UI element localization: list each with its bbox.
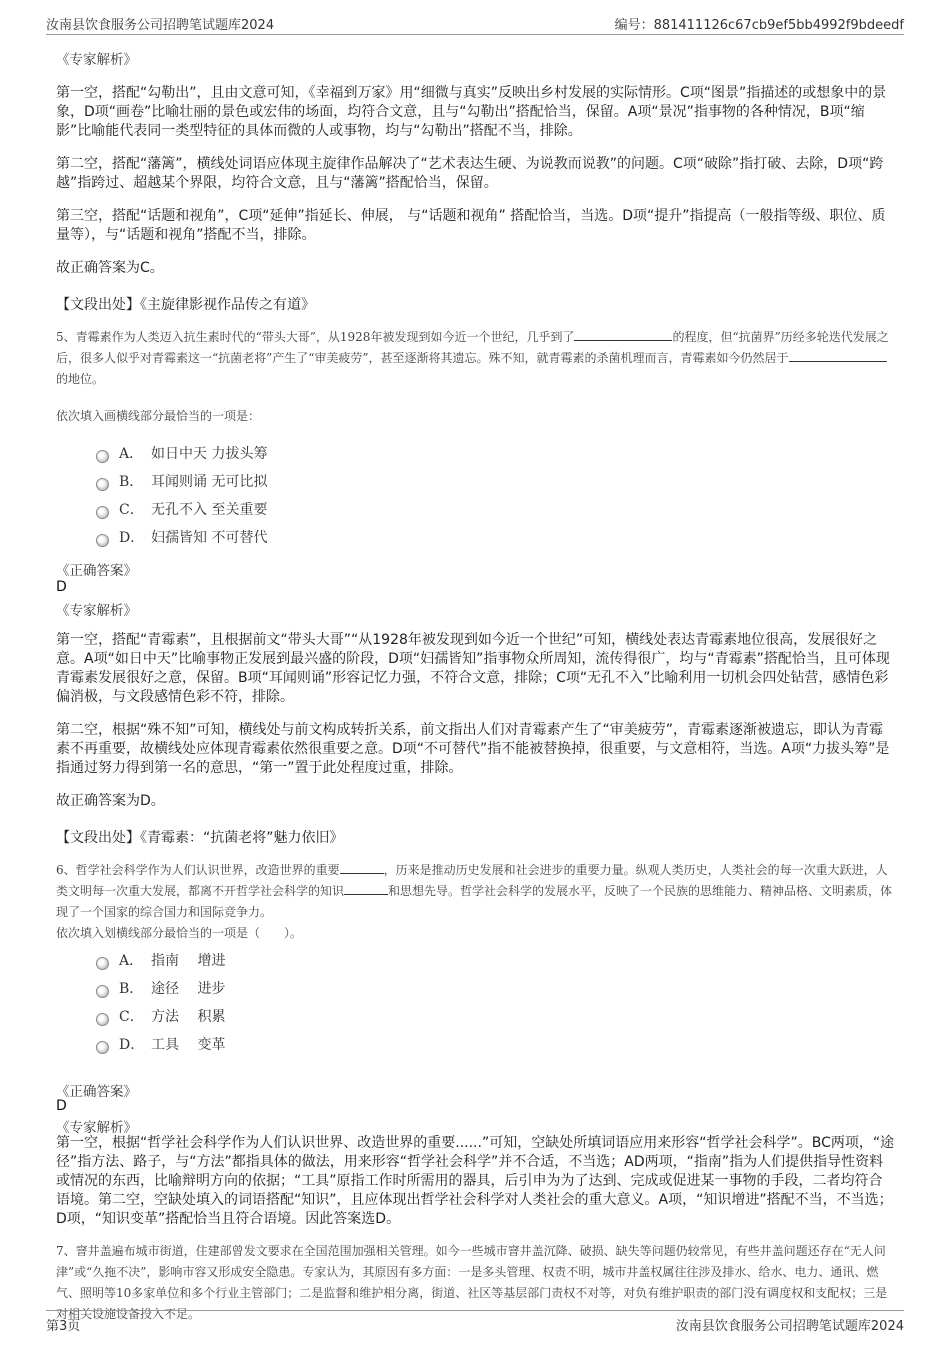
q5-option-b[interactable] — [96, 467, 896, 495]
q6-stem-b: ，历来是推动历史发展和社会进步的重要力量。纵观人类历史，人类社会的每一次重大跃进，人类文明每一次重大发展，都离不开哲学社会科学的知识 — [56, 863, 888, 898]
option-key: C． — [119, 1009, 144, 1025]
q5-analysis-p1: 第一空，搭配“青霉素”，且根据前文“带头大哥”“从1928年被发现到如今近一个世纪”可知，横线处表达青霉素地位很高，发展很好之意。A项“如日中天”比喻事物正发展到最兴盛的阶段，D项“妇孺皆知”指事物众所周知，流传得很广，均与“青霉素”搭配恰当，且可体现青霉素发展很好之意，保留。B项“耳闻则诵”形容记忆力强，不符合文意，排除；C项“无孔不入”比喻利用一切机会四处钻营，感情色彩偏消极，与文段感情色彩不符，排除。 — [56, 632, 890, 705]
q4-analysis-p3: 第三空，搭配“话题和视角”，C项“延伸”指延长、伸展， 与“话题和视角” 搭配恰当，当选。D项“提升”指提高（一般指等级、职位、质量等），与“话题和视角”搭配不当，排除。 — [56, 208, 886, 243]
q6-stem-c: 和思想先导。哲学社会科学的发展水平，反映了一个民族的思维能力、精神品格、文明素质，体现了一个国家的综合国力和国际竞争力。 — [56, 884, 893, 919]
radio-icon[interactable] — [96, 478, 109, 491]
option-key: D． — [119, 1037, 145, 1053]
radio-icon[interactable] — [96, 957, 109, 970]
option-text: 方法 积累 — [151, 1009, 226, 1025]
header-code-label: 编号： — [614, 18, 654, 33]
header-code-value: 881411126c67cb9ef5bb4992f9bdeedf — [653, 18, 904, 33]
q6-option-a[interactable] — [96, 946, 896, 974]
q6-options — [96, 946, 896, 1058]
q4-analysis-p2: 第二空，搭配“藩篱”，横线处词语应体现主旋律作品解决了“艺术表达生硬、为说教而说教”的问题。C项“破除”指打破、去除，D项“跨越”指跨过、超越某个界限，均符合文意，且与“藩篱”搭配恰当，保留。 — [56, 156, 884, 191]
option-text: 工具 变革 — [151, 1037, 226, 1053]
q6-prompt: 依次填入划横线部分最恰当的一项是（ ）。 — [56, 926, 303, 940]
q5-option-c[interactable] — [96, 495, 896, 523]
q6-option-c[interactable] — [96, 1002, 896, 1030]
radio-icon[interactable] — [96, 1041, 109, 1054]
q4-analysis-label: 《专家解析》 — [56, 52, 137, 68]
radio-icon[interactable] — [96, 1013, 109, 1026]
radio-icon[interactable] — [96, 534, 109, 547]
q6-analysis: 第一空，根据“哲学社会科学作为人们认识世界、改造世界的重要......”可知，空缺处所填词语应用来形容“哲学社会科学”。BC两项，“途径”指方法、路子，与“方法”都指具体的做法，用来形容“哲学社会科学”并不合适，不当选；AD两项，“指南”指为人们提供指导性资料或情况的东西，比喻辩明方向的依据；“工具”原指工作时所需用的器具，后引申为为了达到、完成或促进某一事物的手段，二者均符合语境。第二空，空缺处填入的词语搭配“知识”，且应体现出哲学社会科学对人类社会的重大意义。A项，“知识增进”搭配不当，不当选；D项，“知识变革”搭配恰当且符合语境。因此答案选D。 — [56, 1135, 895, 1227]
q5-answer-label: 《正确答案》 — [56, 563, 137, 579]
q5-option-a[interactable] — [96, 439, 896, 467]
option-text: 如日中天 力拔头筹 — [151, 446, 268, 462]
option-key: A． — [119, 446, 144, 462]
footer-page-number: 第3页 — [46, 1319, 81, 1334]
option-key: B． — [119, 981, 144, 997]
q5-option-d[interactable] — [96, 523, 896, 551]
q6-option-d[interactable] — [96, 1030, 896, 1058]
option-key: B． — [119, 474, 144, 490]
q5-conclusion: 故正确答案为D。 — [56, 793, 165, 809]
option-key: D． — [119, 530, 145, 546]
q5-analysis-label: 《专家解析》 — [56, 603, 137, 619]
option-text: 耳闻则诵 无可比拟 — [151, 474, 268, 490]
option-text: 无孔不入 至关重要 — [151, 502, 268, 518]
q5-stem-a: 5、青霉素作为人类迈入抗生素时代的“带头大哥”，从1928年被发现到如今近一个世纪，几乎到了 — [56, 330, 575, 344]
q4-analysis-p1: 第一空，搭配“勾勒出”，且由文意可知，《幸福到万家》用“细微与真实”反映出乡村发展的实际情形。C项“图景”指描述的或想象中的景象，D项“画卷”比喻壮丽的景色或宏伟的场面，均符合文意，且与“勾勒出”搭配恰当，保留。A项“景况”指事物的各种情况，B项“缩影”比喻能代表同一类型特征的具体而微的人或事物，均与“勾勒出”搭配不当，排除。 — [56, 85, 887, 139]
radio-icon[interactable] — [96, 506, 109, 519]
option-key: C． — [119, 502, 144, 518]
q5-blank-2 — [789, 349, 887, 362]
q6-blank-1 — [340, 861, 384, 874]
q4-source: 【文段出处】《主旋律影视作品传之有道》 — [56, 297, 315, 313]
q6-analysis-label: 《专家解析》 — [56, 1120, 137, 1136]
page-header — [46, 12, 904, 35]
q7-stem: 7、窨井盖遍布城市街道，住建部曾发文要求在全国范围加强相关管理。如今一些城市窨井盖沉降、破损、缺失等问题仍较常见，有些井盖问题还存在“无人问津”或“久拖不决”，影响市容又形成安全隐患。专家认为，其原因有多方面：一是多头管理、权责不明，城市井盖权属往往涉及排水、给水、电力、通讯、燃气、照明等10多家单位和多个行业主管部门；二是监督和维护相分离，街道、社区等基层部门责权不对等，对负有维护职责的部门没有调度权和支配权；三是对相关设施设备投入不足。 — [56, 1244, 888, 1321]
q6-stem — [56, 860, 896, 923]
q5-stem-b: 的程度，但“抗菌界”历经多轮迭代发展之后，很多人似乎对青霉素这一“抗菌老将”产生了“审美疲劳”，甚至逐渐将其遗忘。殊不知，就青霉素的杀菌机理而言，青霉素如今仍然居于 — [56, 330, 889, 365]
radio-icon[interactable] — [96, 985, 109, 998]
q5-stem-c: 的地位。 — [56, 372, 105, 386]
q6-option-b[interactable] — [96, 974, 896, 1002]
option-text: 妇孺皆知 不可替代 — [151, 530, 268, 546]
q6-answer-label: 《正确答案》 — [56, 1084, 137, 1100]
option-text: 指南 增进 — [151, 953, 226, 969]
option-text: 途径 进步 — [151, 981, 226, 997]
q4-conclusion: 故正确答案为C。 — [56, 260, 164, 276]
header-code — [615, 14, 904, 33]
q5-analysis-p2: 第二空，根据“殊不知”可知，横线处与前文构成转折关系，前文指出人们对青霉素产生了“审美疲劳”，青霉素逐渐被遗忘，即认为青霉素不再重要，故横线处应体现青霉素依然很重要之意。D项“不可替代”指不能被替换掉，很重要，与文意相符，当选。A项“力拔头筹”是指通过努力得到第一名的意思，“第一”置于此处程度过重，排除。 — [56, 722, 890, 776]
page-footer — [46, 1310, 904, 1335]
q5-answer: D — [56, 579, 67, 595]
radio-icon[interactable] — [96, 450, 109, 463]
q6-blank-2 — [344, 882, 388, 895]
q5-blank-1 — [574, 328, 672, 341]
header-title: 汝南县饮食服务公司招聘笔试题库2024 — [46, 18, 275, 33]
footer-title: 汝南县饮食服务公司招聘笔试题库2024 — [675, 1319, 904, 1334]
q6-answer: D — [56, 1098, 67, 1114]
q5-source: 【文段出处】《青霉素：“抗菌老将”魅力依旧》 — [56, 830, 344, 846]
q5-prompt: 依次填入画横线部分最恰当的一项是： — [56, 409, 261, 423]
option-key: A． — [119, 953, 144, 969]
page-content — [56, 42, 896, 1325]
q5-stem — [56, 327, 896, 390]
q5-options — [96, 439, 896, 551]
q6-stem-a: 6、哲学社会科学作为人们认识世界，改造世界的重要 — [56, 863, 340, 877]
